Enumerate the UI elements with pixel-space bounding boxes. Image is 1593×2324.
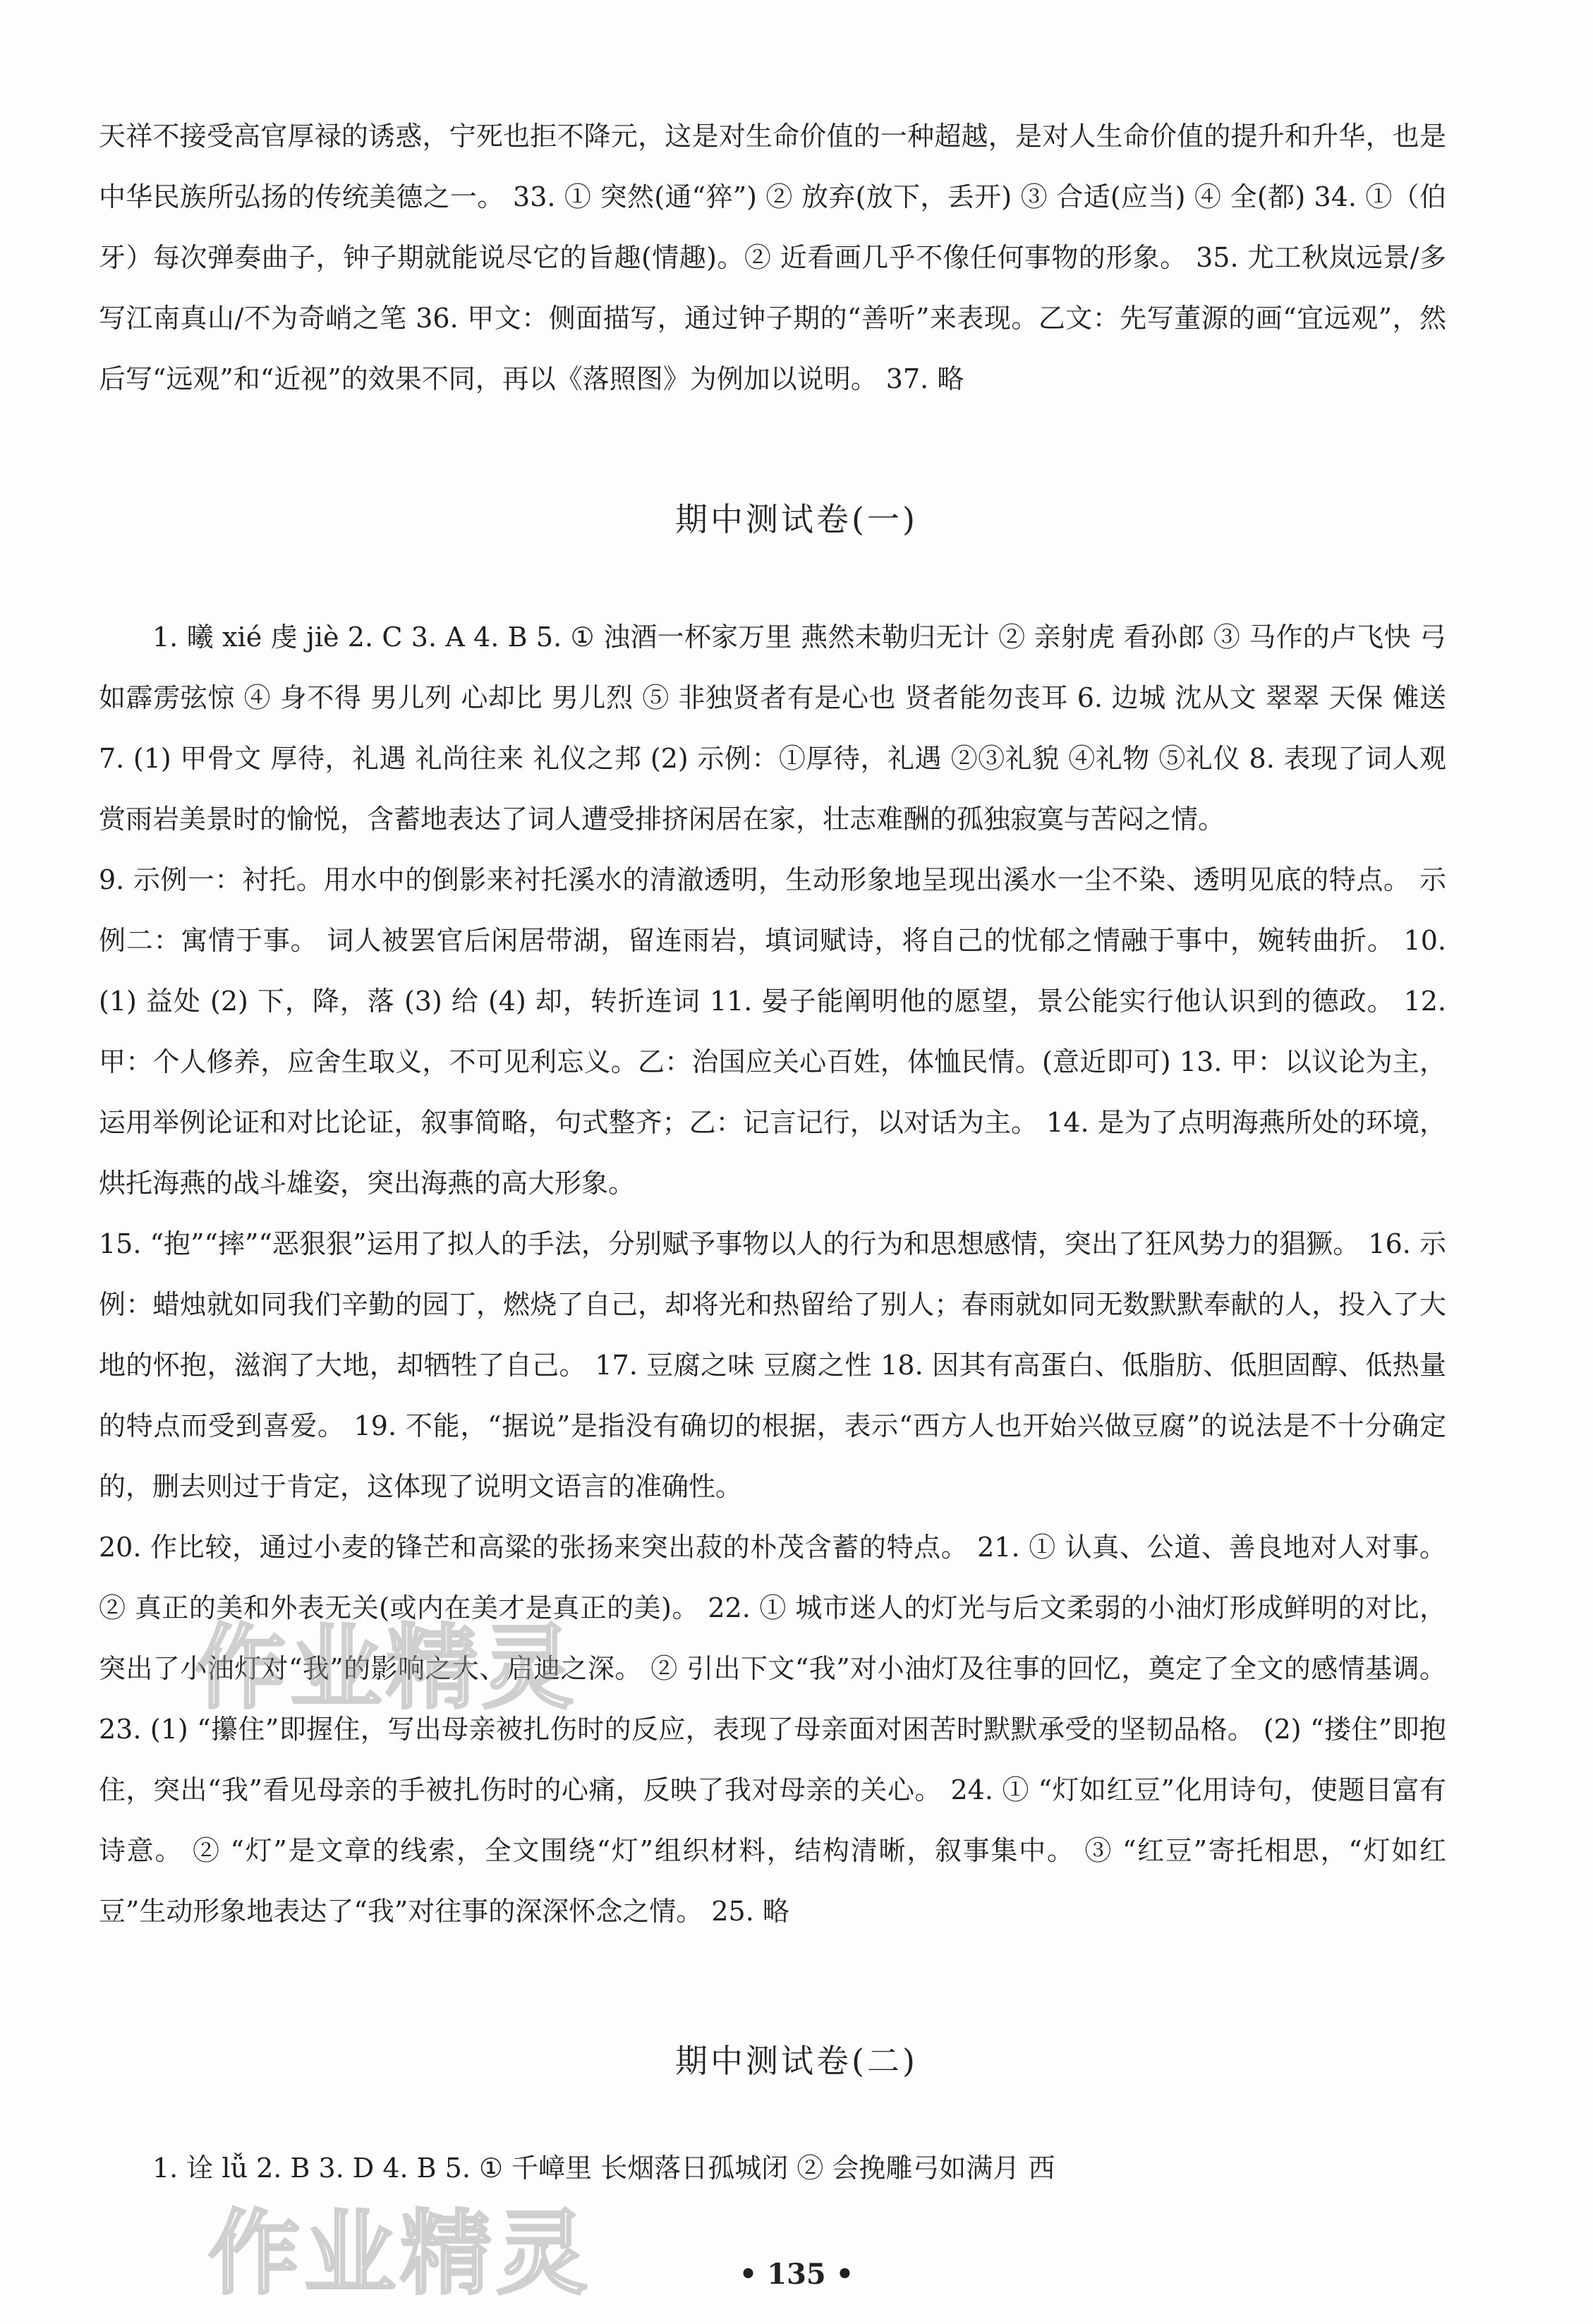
section-title-midterm-1: 期中测试卷(一) [675,500,918,538]
midterm-1-paragraph: 1. 曦 xié 虔 jiè 2. C 3. A 4. B 5. ① 浊酒一杯家万里 燕然未勒归无计 ② 亲射虎 看孙郎 ③ 马作的卢飞快 弓如霹雳弦惊 ④ 身不得 男儿列 心却比 男儿烈 ⑤ 非独贤者有是心也 贤者能勿丧耳 6. 边城 沈从文 翠翠 天保 傩送 7. (1) 甲骨文 厚待，礼遇 礼尚往来 礼仪之邦 (2) 示例：①厚待，礼遇 ②③礼貌 ④礼物 ⑤礼仪 8. 表现了词人观赏雨岩美景时的愉悦，含蓄地表达了词人遭受排挤闲居在家，壮志难酬的孤独寂寞与苦闷之情。 [99,622,1446,835]
midterm-1-answer-block [99,607,1446,1942]
top-paragraph: 天祥不接受高官厚禄的诱惑，宁死也拒不降元，这是对生命价值的一种超越，是对人生命价值的提升和升华，也是中华民族所弘扬的传统美德之一。 33. ① 突然(通“猝”) ② 放弃(放下，丢开) ③ 合适(应当) ④ 全(都) 34. ①（伯牙）每次弹奏曲子，钟子期就能说尽它的旨趣(情趣)。② 近看画几乎不像任何事物的形象。 35. 尤工秋岚远景/多写江南真山/不为奇峭之笔 36. 甲文：侧面描写，通过钟子期的“善听”来表现。乙文：先写董源的画“宜远观”，然后写“远观”和“近视”的效果不同，再以《落照图》为例加以说明。 37. 略 [99,121,1446,394]
midterm-1-paragraph: 15. “抱”“摔”“恶狠狠”运用了拟人的手法，分别赋予事物以人的行为和思想感情，突出了狂风势力的猖獗。 16. 示例：蜡烛就如同我们辛勤的园丁，燃烧了自己，却将光和热留给了别人；春雨就如同无数默默奉献的人，投入了大地的怀抱，滋润了大地，却牺牲了自己。 17. 豆腐之味 豆腐之性 18. 因其有高蛋白、低脂肪、低胆固醇、低热量的特点而受到喜爱。 19. 不能，“据说”是指没有确切的根据，表示“西方人也开始兴做豆腐”的说法是不十分确定的，删去则过于肯定，这体现了说明文语言的准确性。 [99,1228,1446,1502]
midterm-1-paragraph: 20. 作比较，通过小麦的锋芒和高粱的张扬来突出菽的朴茂含蓄的特点。 21. ① 认真、公道、善良地对人对事。 ② 真正的美和外表无关(或内在美才是真正的美)。 22. ① 城市迷人的灯光与后文柔弱的小油灯形成鲜明的对比，突出了小油灯对“我”的影响之大、启迪之深。 ② 引出下文“我”对小油灯及往事的回忆，奠定了全文的感情基调。 23. (1) “攥住”即握住，写出母亲被扎伤时的反应，表现了母亲面对困苦时默默承受的坚韧品格。 (2) “搂住”即抱住，突出“我”看见母亲的手被扎伤时的心痛，反映了我对母亲的关心。 24. ① “灯如红豆”化用诗句，使题目富有诗意。 ② “灯”是文章的线索，全文围绕“灯”组织材料，结构清晰，叙事集中。 ③ “红豆”寄托相思，“灯如红豆”生动形象地表达了“我”对往事的深深怀念之情。 25. 略 [99,1532,1446,1927]
watermark: 作业精灵 [208,2200,593,2307]
section-title-midterm-2: 期中测试卷(二) [675,2042,918,2080]
midterm-2-paragraph: 1. 诠 lǚ 2. B 3. D 4. B 5. ① 千嶂里 长烟落日孤城闭 ② 会挽雕弓如满月 西 [152,2153,1055,2184]
midterm-2-answer-block [99,2138,1446,2198]
page-number: • 135 • [739,2258,854,2291]
top-answer-block [99,106,1446,409]
watermark: 作业精灵 [194,1614,579,1721]
midterm-1-paragraph: 9. 示例一：衬托。用水中的倒影来衬托溪水的清澈透明，生动形象地呈现出溪水一尘不染、透明见底的特点。 示例二：寓情于事。 词人被罢官后闲居带湖，留连雨岩，填词赋诗，将自己的忧郁之情融于事中，婉转曲折。 10. (1) 益处 (2) 下，降，落 (3) 给 (4) 却，转折连词 11. 晏子能阐明他的愿望，景公能实行他认识到的德政。 12. 甲：个人修养，应舍生取义，不可见利忘义。乙：治国应关心百姓，体恤民情。(意近即可) 13. 甲：以议论为主，运用举例论证和对比论证，叙事简略，句式整齐；乙：记言记行，以对话为主。 14. 是为了点明海燕所处的环境，烘托海燕的战斗雄姿，突出海燕的高大形象。 [99,864,1447,1199]
